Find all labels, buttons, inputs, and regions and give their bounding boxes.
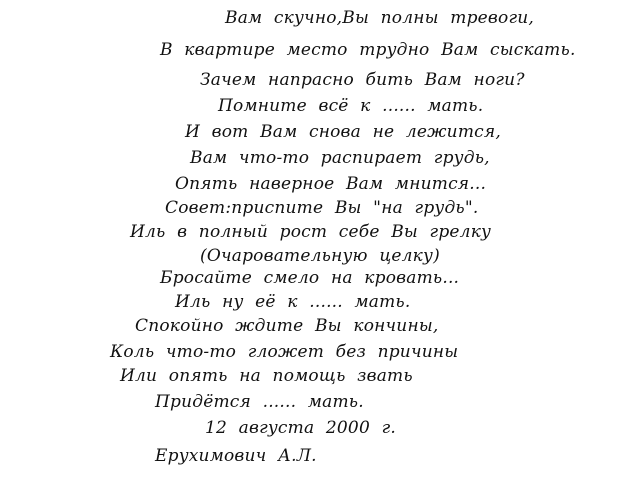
poem-line-1: Вам скучно,Вы полны тревоги,	[225, 8, 535, 28]
poem-line-3: Зачем напрасно бить Вам ноги?	[200, 70, 525, 90]
poem-line-11: Бросайте смело на кровать...	[160, 268, 460, 288]
poem-line-5: И вот Вам снова не лежится,	[185, 122, 501, 142]
poem-line-2: В квартире место трудно Вам сыскать.	[160, 40, 576, 60]
poem-author: Ерухимович А.Л.	[155, 446, 317, 466]
poem-line-12: Иль ну её к ...... мать.	[175, 292, 411, 312]
poem-line-9: Иль в полный рост себе Вы грелку	[130, 222, 492, 242]
poem-line-8: Совет:приспите Вы "на грудь".	[165, 198, 479, 218]
poem-line-7: Опять наверное Вам мнится...	[175, 174, 487, 194]
poem-line-16: Придётся ...... мать.	[155, 392, 364, 412]
poem-line-15: Или опять на помощь звать	[120, 366, 413, 386]
poem-line-6: Вам что-то распирает грудь,	[190, 148, 490, 168]
poem-line-10: (Очаровательную целку)	[200, 246, 440, 266]
poem-date: 12 августа 2000 г.	[205, 418, 396, 438]
poem-line-13: Спокойно ждите Вы кончины,	[135, 316, 439, 336]
poem-line-14: Коль что-то гложет без причины	[110, 342, 459, 362]
poem-line-4: Помните всё к ...... мать.	[218, 96, 484, 116]
